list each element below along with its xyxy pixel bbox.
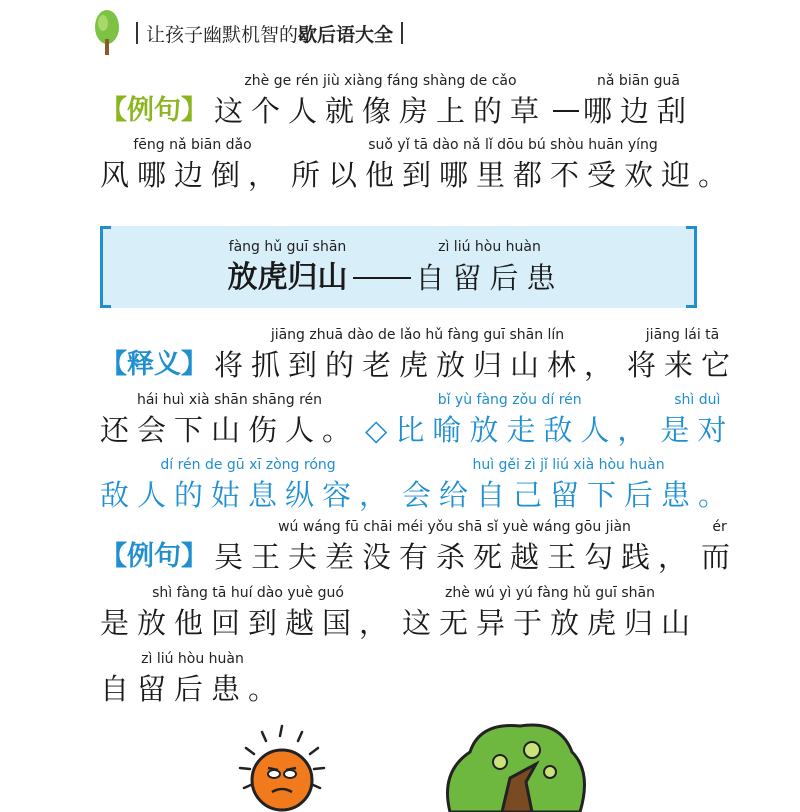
example1-line1 (100, 70, 700, 130)
ruby-segment-blue: shì duì 是对 (660, 392, 735, 447)
example2-line2 (100, 582, 700, 642)
ruby-segment: jiāng lái tā 将来它 (627, 327, 739, 382)
em-dash (353, 277, 411, 279)
em-dash (553, 110, 579, 112)
example-tag: 【例句】 (100, 541, 208, 572)
tree-logo-icon (92, 9, 122, 57)
ruby-segment: zhè ge rén jiù xiàng fáng shàng de cǎo 这个人就像房上的草 (214, 73, 548, 128)
ruby-segment: wú wáng fū chāi méi yǒu shā sǐ yuè wáng gōu jiàn 吴王夫差没有杀死越王勾践， (214, 519, 696, 574)
example-tag: 【例句】 (100, 95, 208, 126)
header-title-bold: 歇后语大全 (298, 23, 394, 46)
idiom-tail: zì liú hòu huàn 自留后患 (415, 239, 564, 295)
ruby-segment: hái huì xià shān shāng rén 还会下山伤人。 (100, 392, 360, 447)
page-header (92, 6, 411, 60)
example2-line3 (100, 648, 700, 708)
idiom-head: fàng hǔ guī shān 放虎归山 (227, 239, 348, 295)
example2-line1 (100, 516, 739, 576)
ruby-segment: shì fàng tā huí dào yuè guó 是放他回到越国， (100, 585, 397, 640)
ruby-segment: jiāng zhuā dào de lǎo hǔ fàng guī shān lín 将抓到的老虎放归山林， (214, 327, 622, 382)
explain-line3 (100, 454, 736, 514)
ruby-segment: fēng nǎ biān dǎo 风哪边倒， (100, 137, 286, 192)
explain-line2 (100, 389, 735, 449)
ruby-segment: nǎ biān guā 哪边刮 (582, 73, 694, 128)
explain-line1 (100, 324, 739, 384)
explain-tag: 【释义】 (100, 349, 208, 380)
ruby-segment-blue: bǐ yù fàng zǒu dí rén ◇比喻放走敌人， (365, 392, 655, 447)
example1-line2 (100, 134, 736, 194)
ruby-segment: suǒ yǐ tā dào nǎ lǐ dōu bú shòu huān yíng 所以他到哪里都不受欢迎。 (291, 137, 736, 192)
ruby-segment: zhè wú yì yú fàng hǔ guī shān 这无异于放虎归山 (402, 585, 699, 640)
ruby-segment-blue: huì gěi zì jǐ liú xià hòu huàn 会给自己留下后患。 (402, 457, 736, 512)
header-divider-right (401, 22, 403, 44)
sun-cartoon-icon (232, 722, 332, 812)
header-divider-left (136, 22, 138, 44)
ruby-segment: zì liú hòu huàn 自留后患。 (100, 651, 286, 706)
tree-cartoon-icon (440, 712, 590, 812)
ruby-segment: ér 而 (701, 519, 739, 574)
idiom-banner (100, 226, 697, 308)
ruby-segment-blue: dí rén de gū xī zòng róng 敌人的姑息纵容， (100, 457, 397, 512)
header-title-plain: 让孩子幽默机智的 (146, 23, 299, 46)
